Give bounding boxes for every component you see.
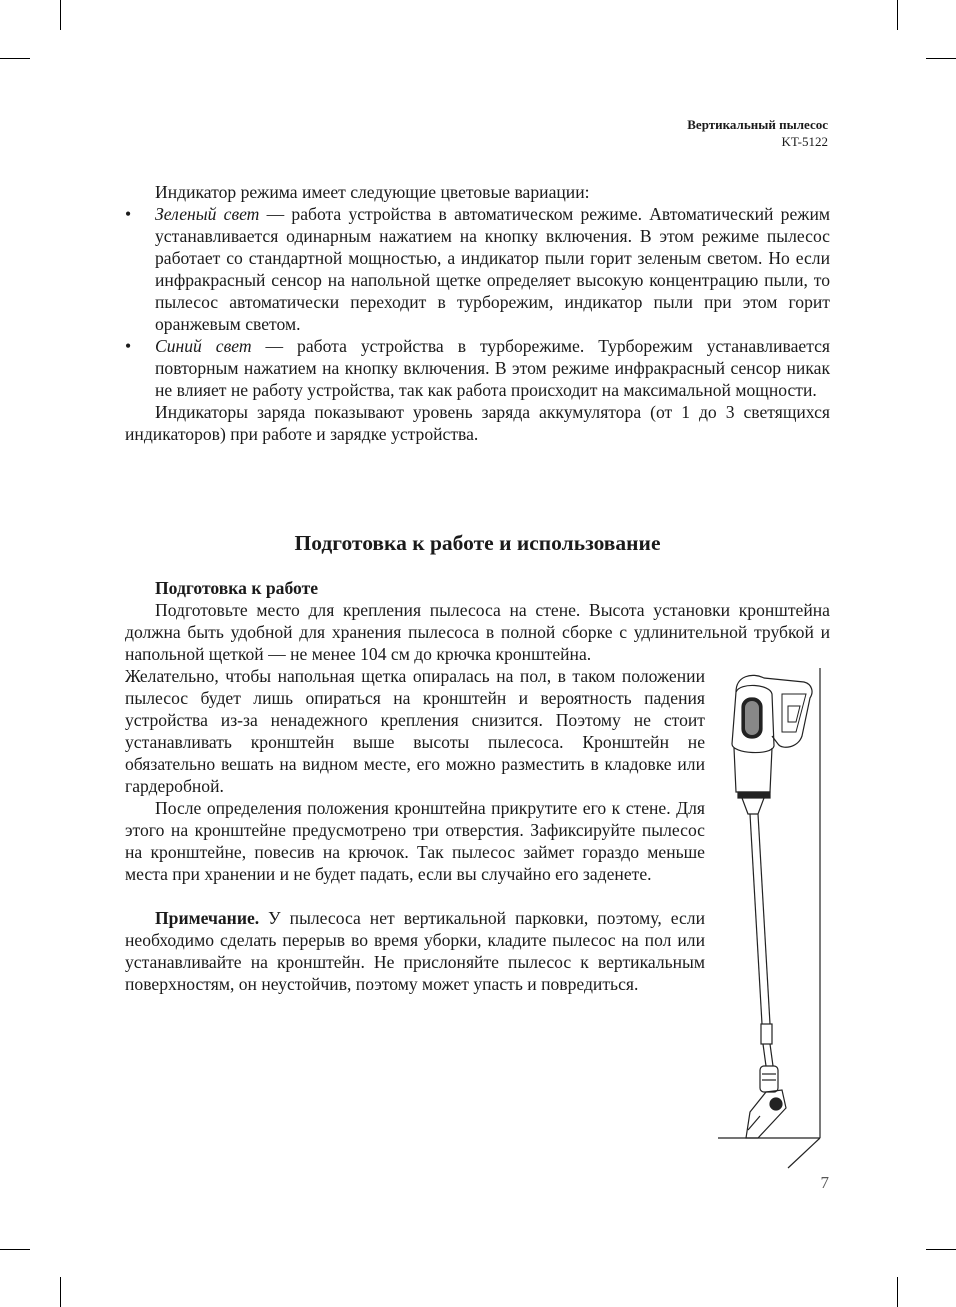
dust-canister — [734, 748, 772, 792]
section-title: Подготовка к работе и использование — [294, 531, 661, 555]
header-title: Вертикальный пылесос — [687, 117, 828, 132]
crop-mark — [60, 0, 61, 30]
bullet-text: — работа устройства в турборежиме. Турборежим устанавливается повторным нажатием на кнопку включения. В этом режиме инфракрасный сенсор никак не влияет не работу устройства, так как работа происходит на максимальной мощности. — [155, 336, 831, 400]
brush-swivel — [760, 1066, 778, 1092]
floor-brush-head — [746, 1090, 786, 1138]
handle-grip-inner — [788, 706, 800, 722]
preparation-section-narrow — [125, 665, 705, 995]
bullet-label: Зеленый свет — [155, 204, 260, 224]
mode-indicator-section — [125, 181, 830, 445]
lower-tube-left — [763, 1044, 766, 1066]
page-number: 7 — [820, 1173, 829, 1192]
crop-mark — [926, 1249, 956, 1250]
bullet-label: Синий свет — [155, 336, 252, 356]
note-label: Примечание. — [155, 908, 260, 928]
intro-paragraph: Индикатор режима имеет следующие цветовые вариации: — [155, 182, 590, 202]
canister-ring — [738, 792, 770, 798]
tube-joint — [761, 1024, 772, 1044]
spacer — [125, 885, 705, 907]
bullet-item-blue — [125, 335, 830, 401]
crop-mark — [897, 1277, 898, 1307]
subsection-title: Подготовка к работе — [155, 578, 319, 598]
floor-edge-line — [788, 1138, 820, 1168]
lower-tube-right — [770, 1044, 773, 1066]
crop-mark — [897, 0, 898, 30]
bullet-mark: • — [125, 336, 132, 356]
paragraph-mounting: Подготовьте место для крепления пылесоса на стене. Высота установки кронштейна должна быть удобной для хранения пылесоса в полной сборке с удлинительной трубкой и напольной щеткой — не менее 104 см до крючка кронштейна. — [125, 600, 830, 664]
bullet-mark: • — [125, 204, 132, 224]
charge-paragraph: Индикаторы заряда показывают уровень заряда аккумулятора (от 1 до 3 светящихся индикаторов) при работе и зарядке устройства. — [125, 402, 830, 444]
note-paragraph — [125, 907, 705, 995]
dust-indicator-pattern — [745, 701, 759, 735]
paragraph-mounting-cont: Желательно, чтобы напольная щетка опиралась на пол, в таком положении пылесос будет лишь опираться на кронштейн и вероятность падения устройства из-за ненадежного крепления снизится. Поэтому не стоит устанавливать кронштейн выше высоты пылесоса. Кронштейн не обязательно вешать на видном месте, его можно разместить в кладовке или гардеробной. — [125, 666, 705, 796]
crop-mark — [0, 1249, 30, 1250]
header-model: KT-5122 — [781, 134, 828, 149]
brush-wheel — [770, 1098, 782, 1110]
bullet-item-green — [125, 203, 830, 335]
crop-mark — [926, 58, 956, 59]
crop-mark — [0, 58, 30, 59]
note-text: У пылесоса нет вертикальной парковки, поэтому, если необходимо сделать перерыв во время уборки, кладите пылесос на пол или устанавливайте на кронштейн. Не прислоняйте пылесос к вертикальным поверхностям, он неустойчив, поэтому может упасть и повредиться. — [125, 908, 705, 994]
handle-grip — [782, 694, 806, 732]
running-header — [687, 116, 828, 150]
vacuum-on-wall-illustration — [712, 664, 837, 1174]
crop-mark — [60, 1277, 61, 1307]
brush-detail — [748, 1116, 760, 1130]
canister-neck — [742, 798, 764, 814]
paragraph-fixing: После определения положения кронштейна прикрутите его к стене. Для этого на кронштейне предусмотрено три отверстия. Зафиксируйте пылесос на кронштейне, повесив на крючок. Так пылесос займет гораздо меньше места при хранении и не будет падать, если вы случайно его заденете. — [125, 798, 705, 884]
preparation-section — [125, 577, 830, 665]
bullet-text: — работа устройства в автоматическом режиме. Автоматический режим устанавливается одинарным нажатием на кнопку включения. В этом режиме пылесос работает со стандартной мощностью, а индикатор пыли горит зеленым светом. Но если инфракрасный сенсор на напольной щетке определяет высокую концентрацию пыли, то пылесос автоматически переходит в турборежим, индикатор пыли при этом горит оранжевым светом. — [155, 204, 830, 334]
